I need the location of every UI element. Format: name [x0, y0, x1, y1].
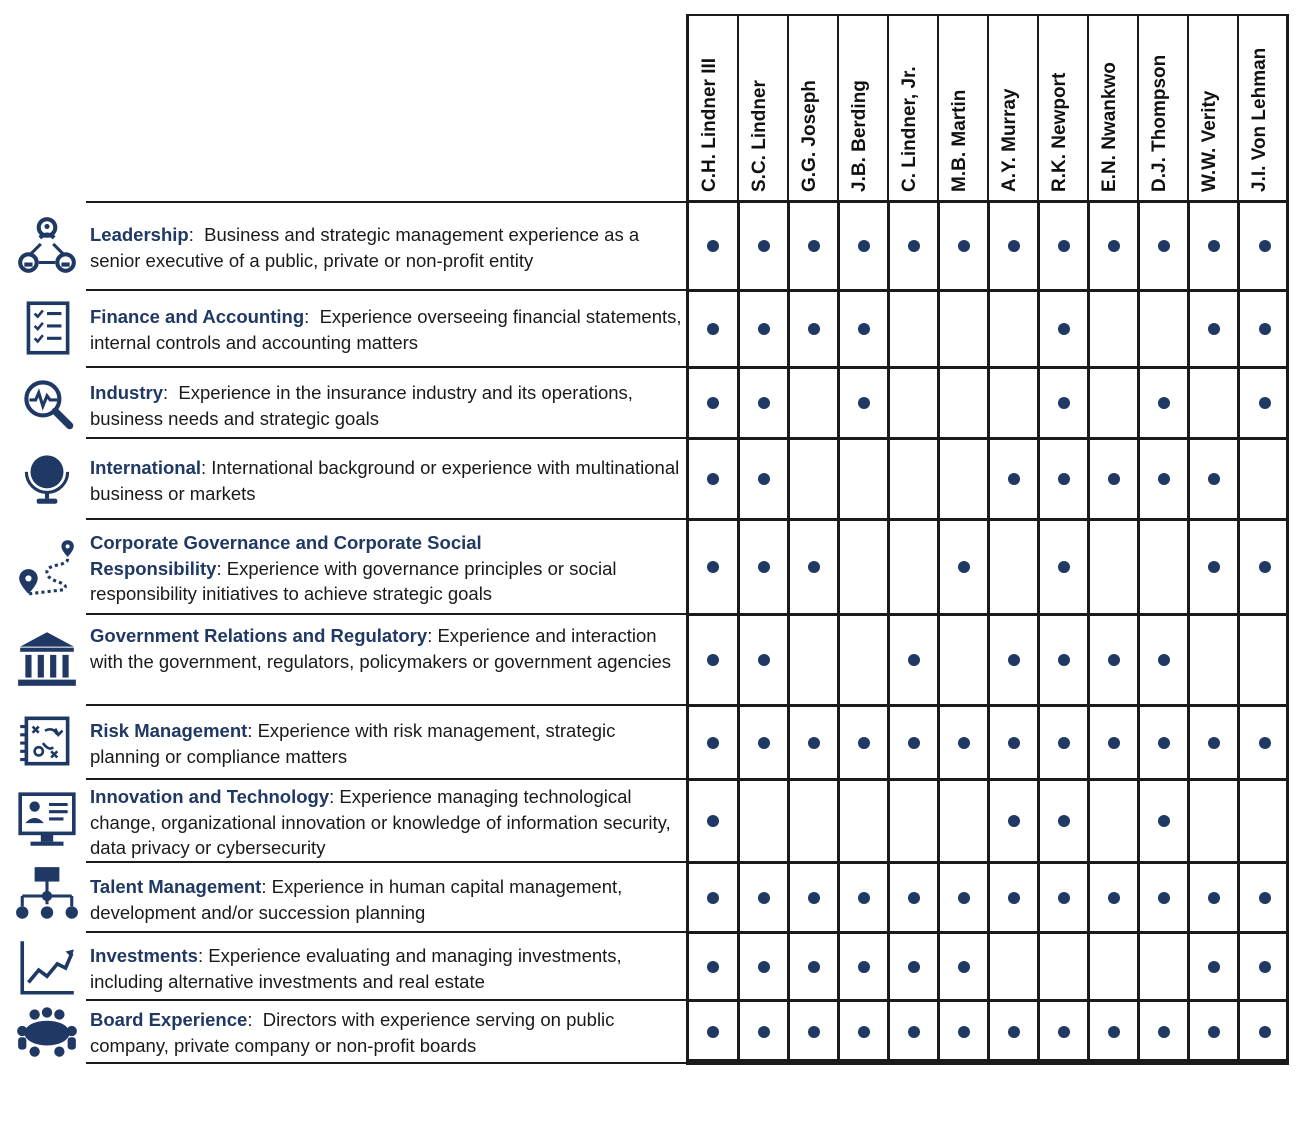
- skill-dot: [758, 1026, 770, 1038]
- director-header: [989, 18, 1037, 196]
- label-row-divider: [86, 931, 686, 933]
- skill-title: International: [90, 457, 202, 478]
- skill-dot: [1158, 815, 1170, 827]
- skill-dot: [858, 892, 870, 904]
- skill-dot: [808, 323, 820, 335]
- skill-dot: [808, 961, 820, 973]
- skill-dot: [1259, 1026, 1271, 1038]
- director-name: M.B. Martin: [949, 89, 970, 192]
- skill-description: Experience with governance principles or social responsibility initiatives to achieve strategic goals: [90, 557, 617, 604]
- skill-dot: [707, 892, 719, 904]
- skill-description: Directors with experience serving on public company, private company or non-profit boards: [90, 1009, 615, 1056]
- skill-dot: [858, 397, 870, 409]
- skill-dot: [1259, 961, 1271, 973]
- boardroom-table-icon: [14, 998, 80, 1064]
- row-divider: [686, 704, 1289, 707]
- skill-description: Experience in human capital management, development and/or succession planning: [90, 876, 623, 923]
- director-header: [1139, 18, 1187, 196]
- skill-label: [90, 530, 684, 607]
- director-header: [739, 18, 787, 196]
- row-divider: [686, 437, 1289, 440]
- director-name: R.K. Newport: [1049, 72, 1070, 192]
- skill-title: Board Experience: [90, 1009, 248, 1030]
- skill-label: [90, 1007, 684, 1058]
- label-row-divider: [86, 366, 686, 368]
- skill-dot: [707, 737, 719, 749]
- skill-title: Corporate Governance and Corporate Social Responsibility: [90, 532, 482, 579]
- skill-dot: [1058, 240, 1070, 252]
- director-header: [689, 18, 737, 196]
- skill-dot: [1158, 892, 1170, 904]
- skill-dot: [1058, 397, 1070, 409]
- skill-dot: [1058, 1026, 1070, 1038]
- skill-title: Industry: [90, 382, 163, 403]
- director-header: [939, 18, 987, 196]
- label-row-divider: [86, 613, 686, 615]
- skill-separator: :: [201, 457, 212, 478]
- skill-dot: [758, 397, 770, 409]
- label-row-divider: [86, 999, 686, 1001]
- skill-dot: [707, 397, 719, 409]
- skill-label: [90, 222, 684, 273]
- skill-dot: [1259, 561, 1271, 573]
- director-header: [789, 18, 837, 196]
- skill-dot: [1208, 240, 1220, 252]
- skill-dot: [908, 737, 920, 749]
- skill-dot: [1158, 737, 1170, 749]
- skill-dot: [758, 561, 770, 573]
- skill-description: Business and strategic management experience as a senior executive of a public, private or non-profit entity: [90, 224, 640, 271]
- director-name: S.C. Lindner: [749, 80, 770, 192]
- director-name: E.N. Nwankwo: [1099, 62, 1120, 192]
- skill-dot: [707, 323, 719, 335]
- row-divider: [686, 1062, 1289, 1065]
- skill-dot: [1259, 323, 1271, 335]
- skill-dot: [958, 561, 970, 573]
- skill-dot: [1008, 654, 1020, 666]
- skill-dot: [707, 1026, 719, 1038]
- skill-dot: [707, 473, 719, 485]
- skill-dot: [758, 961, 770, 973]
- director-name: C. Lindner, Jr.: [899, 66, 920, 192]
- director-name: A.Y. Murray: [999, 88, 1020, 192]
- skill-dot: [707, 240, 719, 252]
- government-building-icon: [14, 626, 80, 692]
- skill-dot: [908, 240, 920, 252]
- skill-dot: [958, 892, 970, 904]
- skill-label: [90, 304, 684, 355]
- org-chart-icon: [14, 863, 80, 929]
- skill-dot: [1058, 815, 1070, 827]
- skill-separator: :: [162, 382, 179, 403]
- skill-dot: [808, 892, 820, 904]
- skill-dot: [1208, 323, 1220, 335]
- skill-dot: [1108, 240, 1120, 252]
- route-pin-icon: [14, 532, 80, 598]
- skill-dot: [1158, 397, 1170, 409]
- skill-title: Finance and Accounting: [90, 306, 305, 327]
- row-divider: [686, 289, 1289, 292]
- skill-dot: [1158, 1026, 1170, 1038]
- skill-dot: [858, 1026, 870, 1038]
- skill-separator: :: [247, 1009, 263, 1030]
- skill-separator: :: [304, 306, 320, 327]
- director-header: [1239, 18, 1287, 196]
- skill-title: Risk Management: [90, 720, 248, 741]
- row-divider: [686, 931, 1289, 934]
- skill-dot: [758, 892, 770, 904]
- director-header: [889, 18, 937, 196]
- skill-dot: [1108, 473, 1120, 485]
- skill-dot: [707, 815, 719, 827]
- skill-dot: [1008, 815, 1020, 827]
- label-row-divider: [86, 201, 686, 203]
- skill-label: [90, 874, 684, 925]
- director-name: W.W. Verity: [1199, 90, 1220, 192]
- skill-dot: [858, 961, 870, 973]
- label-row-divider: [86, 1062, 686, 1064]
- skill-dot: [858, 240, 870, 252]
- skill-description: Experience in the insurance industry and its operations, business needs and strategic goals: [90, 382, 633, 429]
- skill-title: Talent Management: [90, 876, 262, 897]
- skill-dot: [858, 737, 870, 749]
- director-header: [1089, 18, 1137, 196]
- skill-title: Innovation and Technology: [90, 786, 330, 807]
- skill-dot: [1008, 892, 1020, 904]
- skill-dot: [1208, 737, 1220, 749]
- skill-label: [90, 784, 684, 861]
- row-divider: [686, 999, 1289, 1002]
- skill-dot: [958, 1026, 970, 1038]
- skill-label: [90, 455, 684, 506]
- skill-dot: [707, 961, 719, 973]
- row-divider: [686, 778, 1289, 781]
- skill-dot: [1158, 240, 1170, 252]
- skill-dot: [1008, 737, 1020, 749]
- skill-dot: [1259, 737, 1271, 749]
- director-header: [1189, 18, 1237, 196]
- skill-dot: [1158, 473, 1170, 485]
- skill-label: [90, 380, 684, 431]
- skill-dot: [1259, 892, 1271, 904]
- skill-dot: [1208, 892, 1220, 904]
- skill-title: Investments: [90, 945, 198, 966]
- skill-dot: [958, 240, 970, 252]
- skill-dot: [707, 561, 719, 573]
- skill-separator: :: [329, 786, 340, 807]
- skill-title: Government Relations and Regulatory: [90, 625, 428, 646]
- skill-dot: [1058, 654, 1070, 666]
- skill-dot: [758, 473, 770, 485]
- skill-dot: [1259, 397, 1271, 409]
- skill-dot: [1208, 561, 1220, 573]
- skill-dot: [758, 737, 770, 749]
- skill-description: Experience evaluating and managing investments, including alternative investments and real estate: [90, 945, 622, 992]
- label-row-divider: [86, 861, 686, 863]
- checklist-icon: [14, 295, 80, 361]
- skill-label: [90, 718, 684, 769]
- row-divider: [686, 518, 1289, 521]
- director-name: J.I. Von Lehman: [1249, 47, 1270, 192]
- skill-separator: :: [247, 720, 258, 741]
- director-name: D.J. Thompson: [1149, 54, 1170, 192]
- skill-dot: [1108, 737, 1120, 749]
- skill-dot: [1158, 654, 1170, 666]
- skill-description: Experience overseeing financial statements, internal controls and accounting matters: [90, 306, 682, 353]
- skill-label: [90, 623, 684, 674]
- director-name: C.H. Lindner III: [699, 57, 720, 192]
- skill-separator: :: [216, 557, 227, 579]
- line-chart-icon: [14, 935, 80, 1001]
- skill-separator: :: [261, 876, 272, 897]
- skill-dot: [1058, 473, 1070, 485]
- skill-description: Experience with risk management, strategic planning or compliance matters: [90, 720, 616, 767]
- skill-dot: [1008, 1026, 1020, 1038]
- skill-dot: [758, 240, 770, 252]
- skill-dot: [1259, 240, 1271, 252]
- skill-dot: [758, 323, 770, 335]
- globe-icon: [14, 445, 80, 511]
- skill-dot: [1108, 892, 1120, 904]
- skill-dot: [1058, 561, 1070, 573]
- skill-dot: [1208, 961, 1220, 973]
- skill-dot: [1208, 473, 1220, 485]
- label-row-divider: [86, 778, 686, 780]
- skill-dot: [808, 1026, 820, 1038]
- skill-dot: [758, 654, 770, 666]
- skill-dot: [858, 323, 870, 335]
- skill-dot: [908, 961, 920, 973]
- presentation-screen-icon: [14, 788, 80, 854]
- row-divider: [686, 861, 1289, 864]
- skill-description: Experience managing technological change, organizational innovation or knowledge of information security, data privacy or cybersecurity: [90, 786, 671, 858]
- skill-dot: [908, 892, 920, 904]
- skill-dot: [1058, 737, 1070, 749]
- skill-dot: [958, 737, 970, 749]
- skill-separator: :: [197, 945, 209, 966]
- skill-dot: [808, 240, 820, 252]
- magnifier-pulse-icon: [14, 370, 80, 436]
- skill-dot: [908, 1026, 920, 1038]
- label-row-divider: [86, 289, 686, 291]
- skill-dot: [1108, 654, 1120, 666]
- skill-description: International background or experience with multinational business or markets: [90, 457, 680, 504]
- skill-dot: [1058, 892, 1070, 904]
- label-row-divider: [86, 704, 686, 706]
- skill-separator: :: [427, 625, 438, 646]
- label-row-divider: [86, 518, 686, 520]
- skill-dot: [1058, 323, 1070, 335]
- skill-dot: [1008, 473, 1020, 485]
- skill-dot: [1008, 240, 1020, 252]
- skill-dot: [958, 961, 970, 973]
- skill-label: [90, 943, 684, 994]
- director-name: G.G. Joseph: [799, 80, 820, 192]
- skill-dot: [908, 654, 920, 666]
- skill-separator: :: [188, 224, 205, 245]
- skill-dot: [808, 737, 820, 749]
- skill-dot: [808, 561, 820, 573]
- skill-dot: [1208, 1026, 1220, 1038]
- leadership-icon: [14, 213, 80, 279]
- skill-title: Leadership: [90, 224, 189, 245]
- row-divider: [686, 366, 1289, 369]
- skill-dot: [707, 654, 719, 666]
- row-divider: [686, 200, 1289, 203]
- director-name: J.B. Berding: [849, 80, 870, 192]
- strategy-board-icon: [14, 708, 80, 774]
- label-row-divider: [86, 437, 686, 439]
- director-header: [839, 18, 887, 196]
- row-divider: [686, 613, 1289, 616]
- director-header: [1039, 18, 1087, 196]
- skill-description: Experience and interaction with the government, regulators, policymakers or government agencies: [90, 625, 671, 672]
- skill-dot: [1108, 1026, 1120, 1038]
